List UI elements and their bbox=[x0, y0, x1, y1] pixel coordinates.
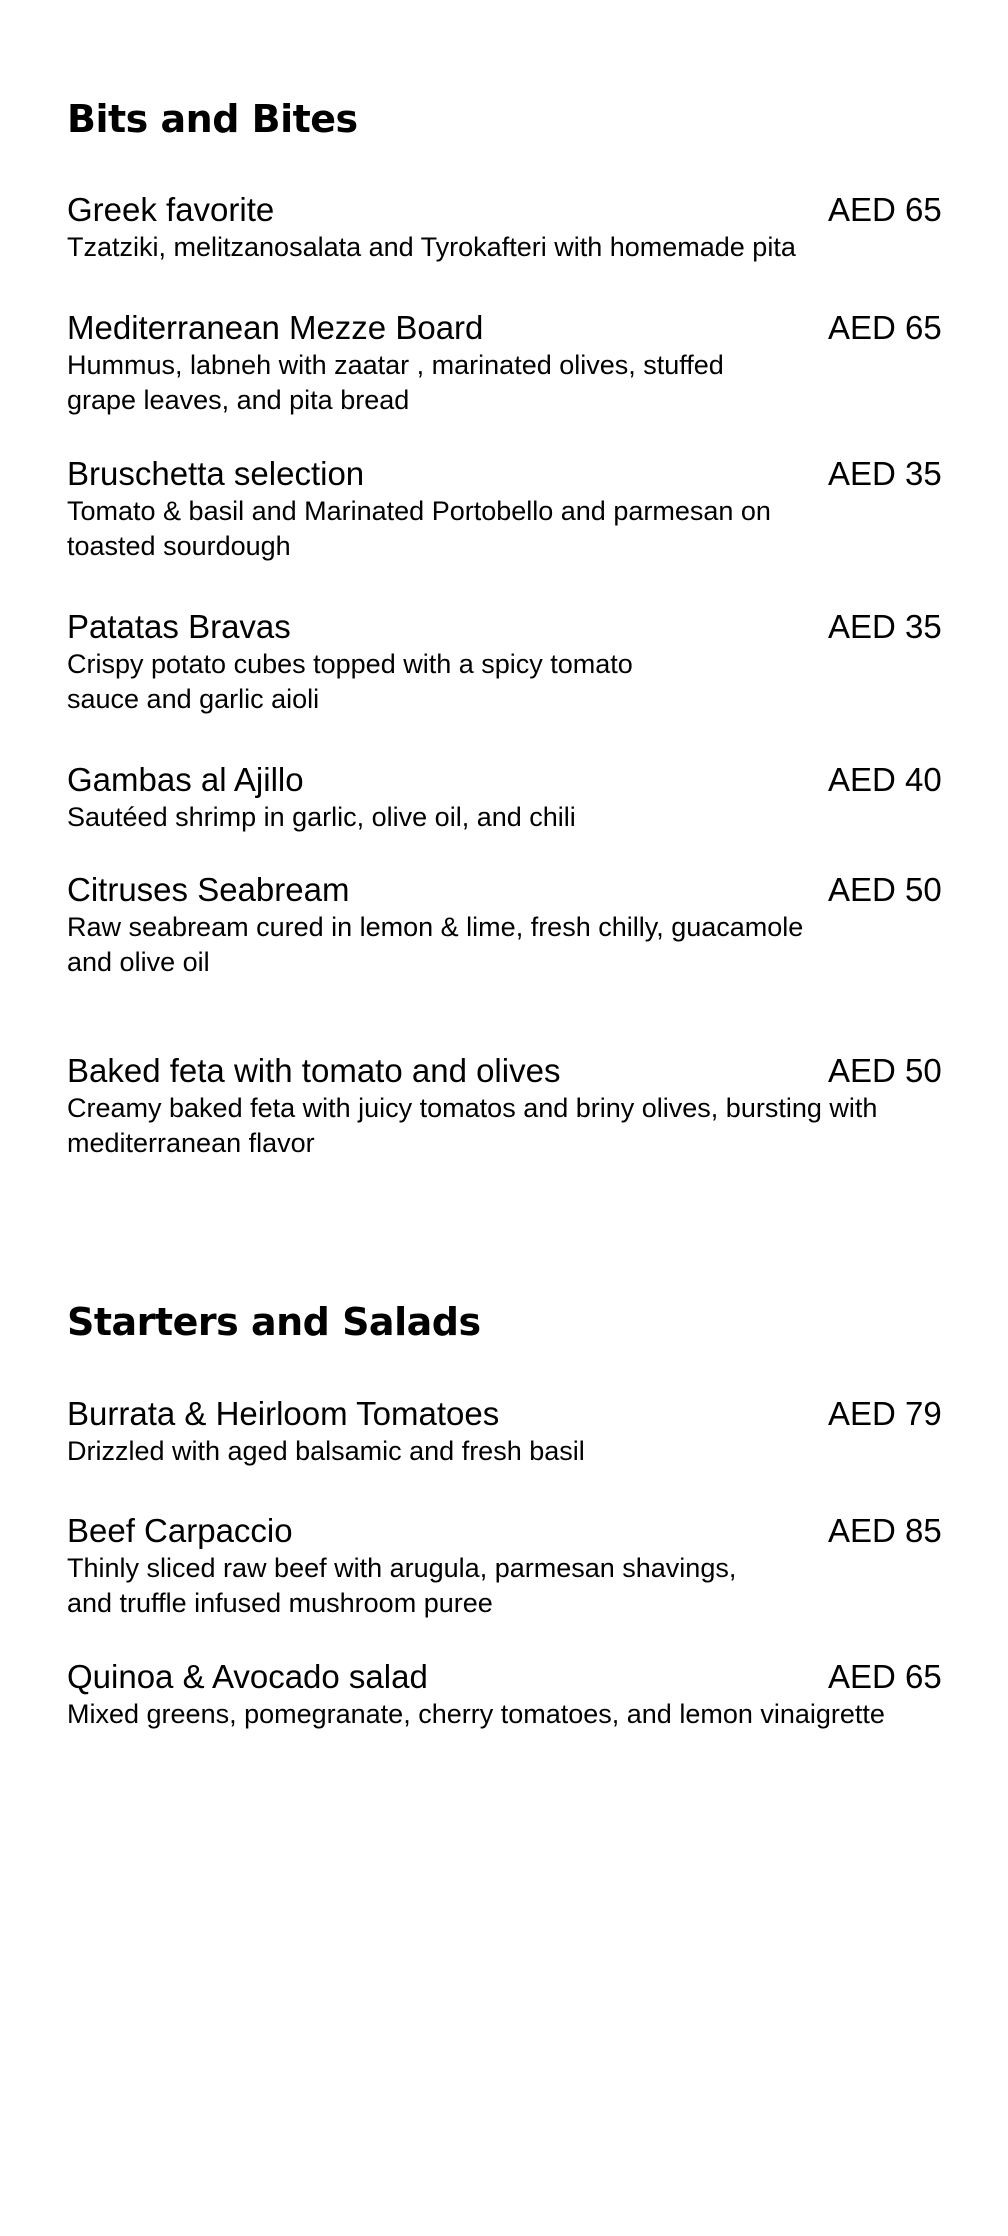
menu-item-description: Sautéed shrimp in garlic, olive oil, and chili bbox=[67, 802, 576, 832]
menu-item-price: AED 79 bbox=[828, 1395, 942, 1432]
menu-item-price: AED 35 bbox=[828, 608, 942, 645]
menu-item-description: Tzatziki, melitzanosalata and Tyrokafteri with homemade pita bbox=[67, 232, 796, 262]
menu-item-name: Gambas al Ajillo bbox=[67, 761, 304, 798]
menu-item-price: AED 85 bbox=[828, 1512, 942, 1549]
menu-item-price: AED 50 bbox=[828, 871, 942, 908]
menu-item-description: Drizzled with aged balsamic and fresh basil bbox=[67, 1436, 585, 1466]
menu-item-description: Creamy baked feta with juicy tomatos and briny olives, bursting with mediterranean flavor bbox=[67, 1093, 878, 1158]
menu-item-name: Bruschetta selection bbox=[67, 455, 365, 492]
menu-item-description: Tomato & basil and Marinated Portobello and parmesan on toasted sourdough bbox=[67, 496, 771, 561]
menu-item-name: Greek favorite bbox=[67, 191, 275, 228]
menu-item-name: Burrata & Heirloom Tomatoes bbox=[67, 1395, 500, 1432]
menu-item-price: AED 35 bbox=[828, 455, 942, 492]
menu-item-name: Baked feta with tomato and olives bbox=[67, 1052, 561, 1089]
menu-item-price: AED 65 bbox=[828, 1658, 942, 1695]
menu-item-description: Hummus, labneh with zaatar , marinated olives, stuffed grape leaves, and pita bread bbox=[67, 350, 724, 415]
menu-item-name: Quinoa & Avocado salad bbox=[67, 1658, 428, 1695]
menu-item-name: Patatas Bravas bbox=[67, 608, 291, 645]
menu-item-price: AED 50 bbox=[828, 1052, 942, 1089]
menu-item-description: Thinly sliced raw beef with arugula, parmesan shavings, and truffle infused mushroom puree bbox=[67, 1553, 737, 1618]
menu-item-description: Raw seabream cured in lemon & lime, fresh chilly, guacamole and olive oil bbox=[67, 912, 804, 977]
section-title-bits-and-bites: Bits and Bites bbox=[67, 97, 358, 141]
menu-item-name: Mediterranean Mezze Board bbox=[67, 309, 484, 346]
menu-item-name: Beef Carpaccio bbox=[67, 1512, 293, 1549]
menu-item-price: AED 65 bbox=[828, 309, 942, 346]
menu-item-price: AED 40 bbox=[828, 761, 942, 798]
section-title-starters-and-salads: Starters and Salads bbox=[67, 1300, 481, 1344]
menu-item-name: Citruses Seabream bbox=[67, 871, 350, 908]
menu-item-price: AED 65 bbox=[828, 191, 942, 228]
menu-item-description: Mixed greens, pomegranate, cherry tomatoes, and lemon vinaigrette bbox=[67, 1699, 885, 1729]
menu-item-description: Crispy potato cubes topped with a spicy tomato sauce and garlic aioli bbox=[67, 649, 633, 714]
